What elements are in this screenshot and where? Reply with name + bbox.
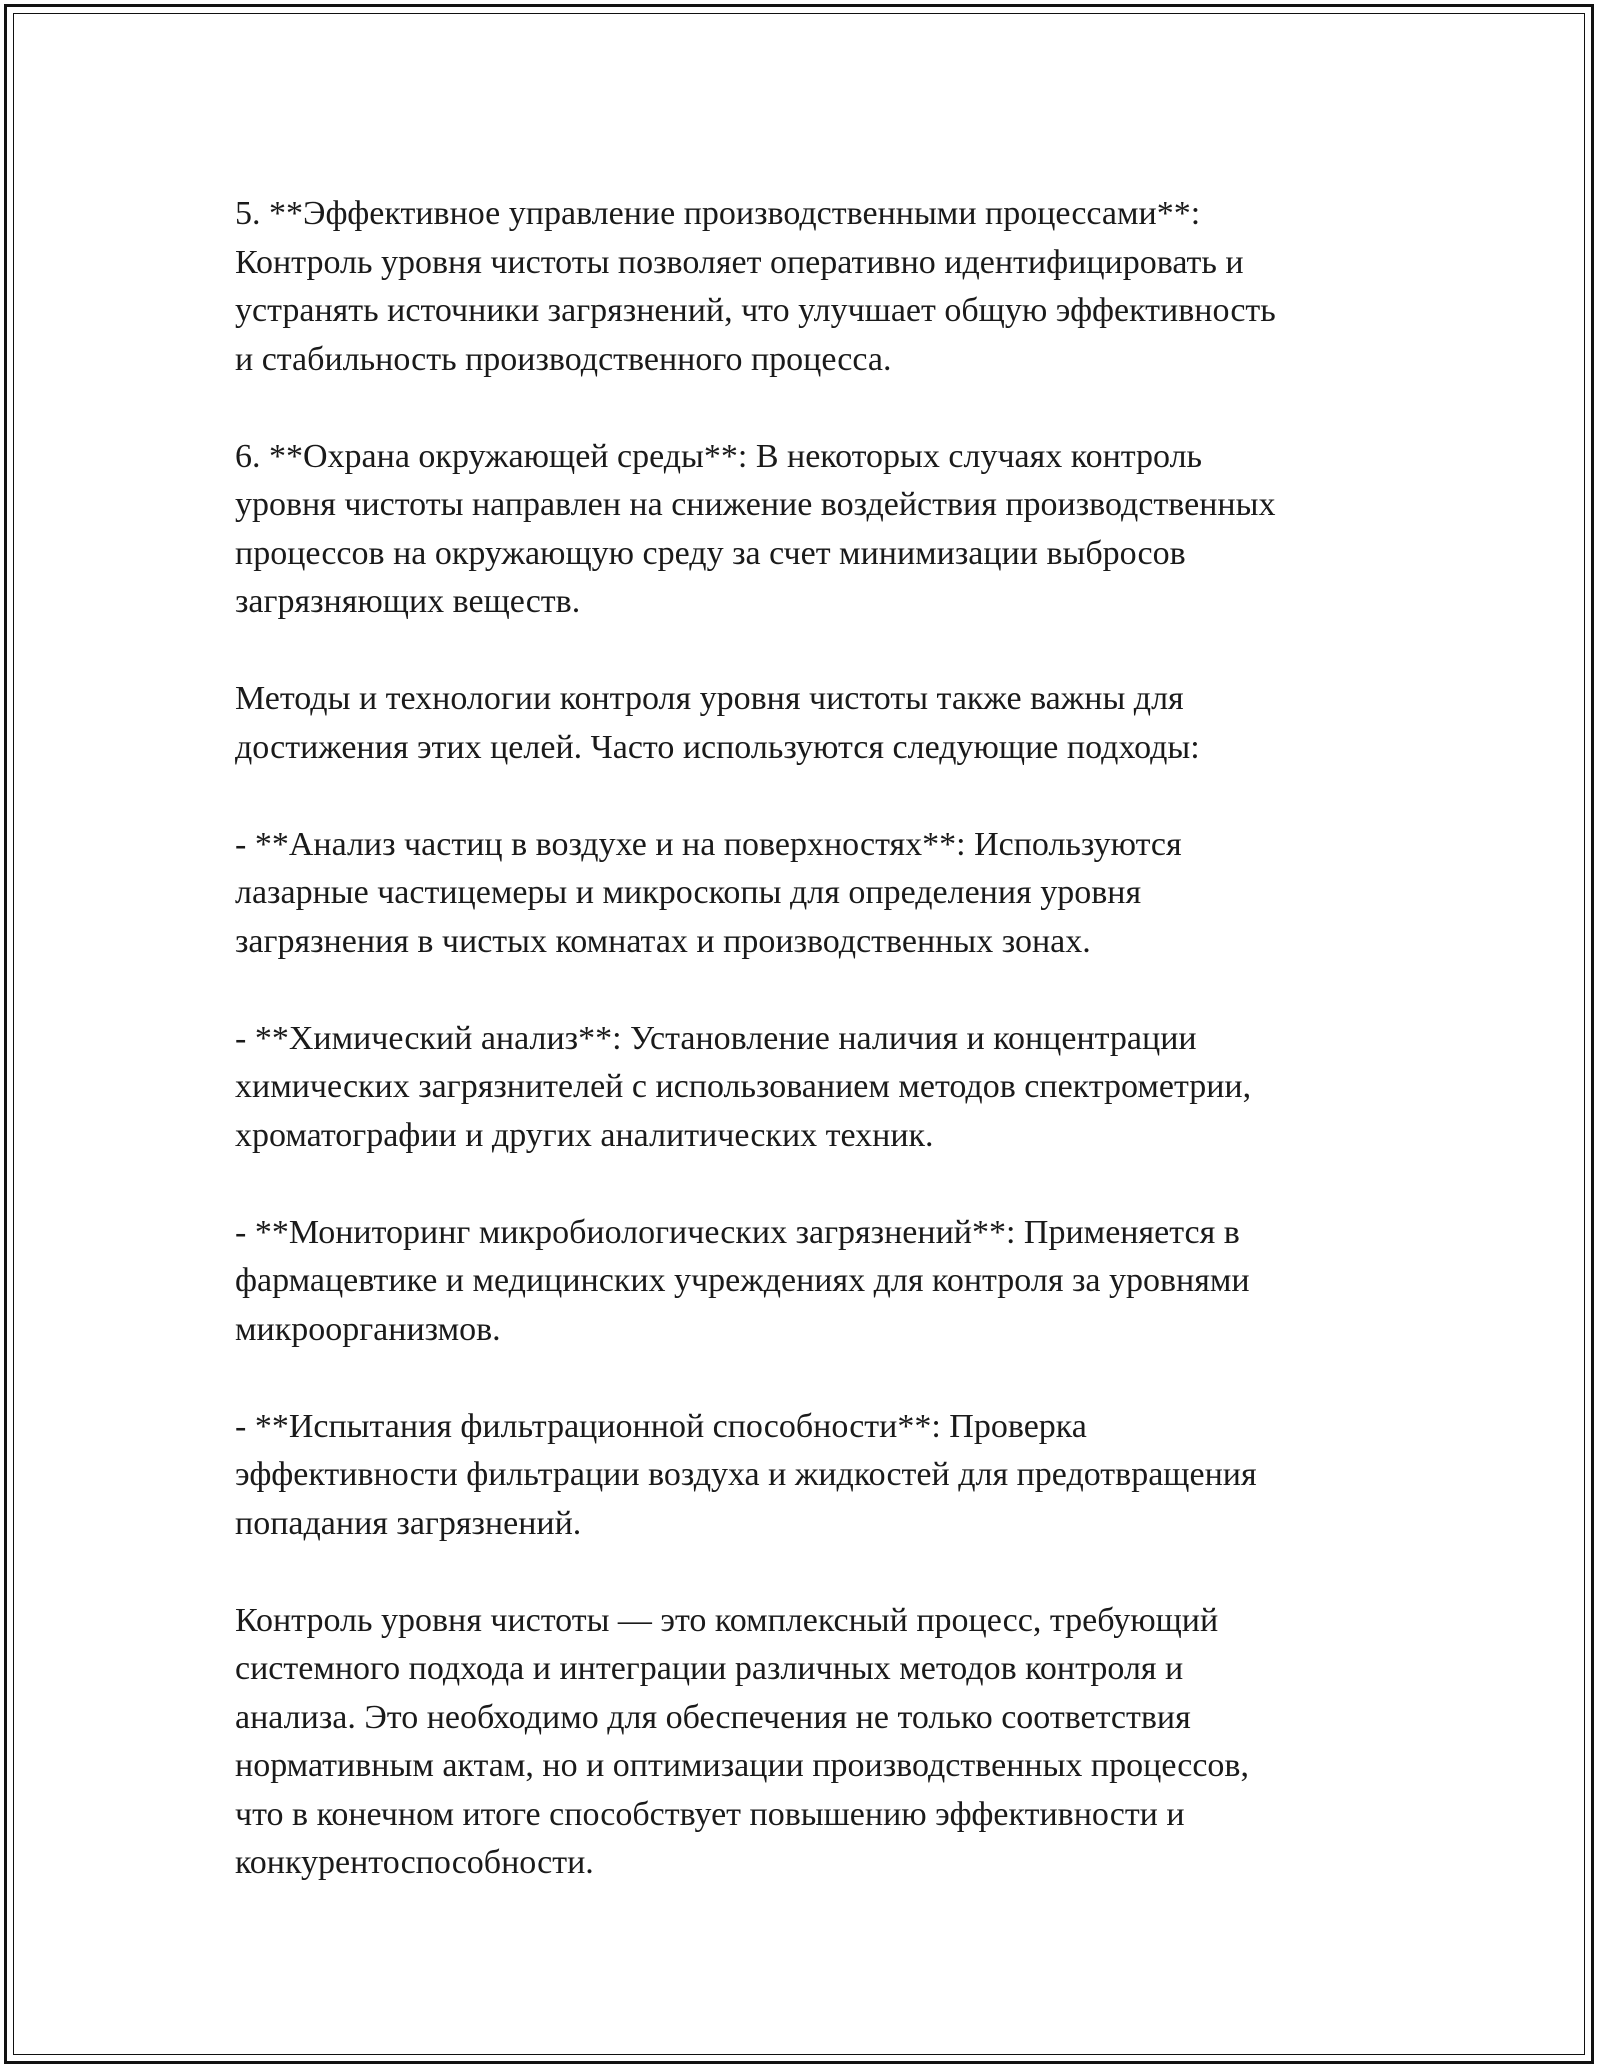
paragraph-conclusion: Контроль уровня чистоты — это комплексный процесс, требующий системного подхода и интеграции различных методов контроля и анализа. Это необходимо для обеспечения не только соответствия нормативным актам, но и оптимизации производственных процессов, что в конечном итоге способствует повышению эффективности и конкурентоспособности. [235, 1601, 1249, 1881]
list-item-microbiological-monitoring: - **Мониторинг микробиологических загрязнений**: Применяется в фармацевтике и медицинских учреждениях для контроля за уровнями микроорганизмов. [235, 1213, 1250, 1348]
document-body [235, 190, 1385, 1936]
paragraph-methods-intro: Методы и технологии контроля уровня чистоты также важны для достижения этих целей. Часто используются следующие подходы: [235, 680, 1200, 766]
list-item-filtration-testing: - **Испытания фильтрационной способности**: Проверка эффективности фильтрации воздуха и жидкостей для предотвращения попадания загрязнений. [235, 1407, 1257, 1542]
paragraph-process-management: 5. **Эффективное управление производственными процессами**: Контроль уровня чистоты позволяет оперативно идентифицировать и устранять источники загрязнений, что улучшает общую эффективность и стабильность производственного процесса. [235, 195, 1276, 378]
list-item-particle-analysis: - **Анализ частиц в воздухе и на поверхностях**: Используются лазарные частицемеры и микроскопы для определения уровня загрязнения в чистых комнатах и производственных зонах. [235, 825, 1182, 960]
paragraph-environment-protection: 6. **Охрана окружающей среды**: В некоторых случаях контроль уровня чистоты направлен на снижение воздействия производственных процессов на окружающую среду за счет минимизации выбросов загрязняющих веществ. [235, 437, 1276, 620]
list-item-chemical-analysis: - **Химический анализ**: Установление наличия и концентрации химических загрязнителей с использованием методов спектрометрии, хроматографии и других аналитических техник. [235, 1019, 1252, 1154]
